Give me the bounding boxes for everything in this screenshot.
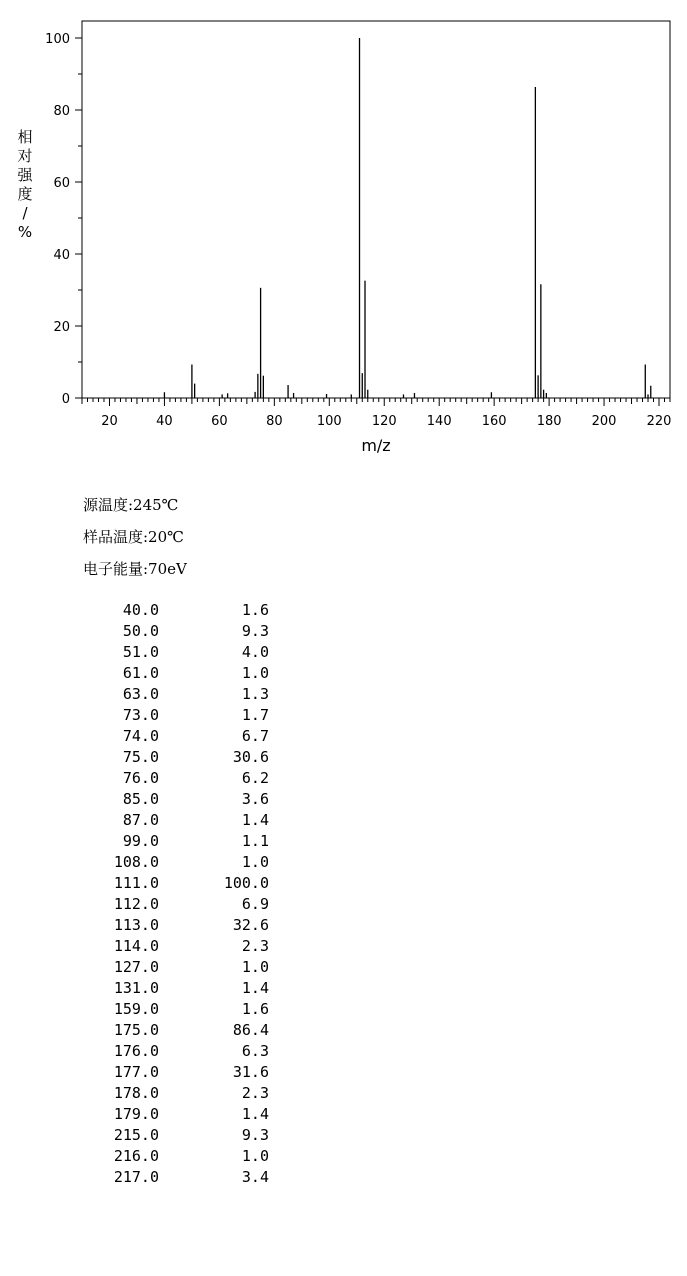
y-tick-label: 100 [45, 32, 70, 47]
peak-mz: 99.0 [122, 832, 159, 850]
peak-mz: 113.0 [113, 916, 159, 934]
peak-intensity: 32.6 [232, 916, 269, 934]
peak-intensity: 1.4 [241, 811, 269, 829]
y-axis [45, 32, 82, 407]
y-axis-label-char: 对 [17, 147, 33, 165]
peak-intensity: 1.4 [241, 979, 269, 997]
peak-intensity: 9.3 [241, 622, 269, 640]
peak-intensity: 86.4 [232, 1021, 269, 1039]
peak-intensity: 9.3 [241, 1126, 269, 1144]
y-axis-label-char: 相 [17, 128, 33, 146]
peak-mz: 178.0 [113, 1084, 159, 1102]
peak-intensity: 1.3 [241, 685, 269, 703]
x-tick-label: 220 [646, 414, 672, 429]
peak-mz: 75.0 [122, 748, 159, 766]
peak-mz: 50.0 [122, 622, 159, 640]
peak-intensity: 100.0 [223, 874, 269, 892]
peak-intensity: 6.9 [241, 895, 269, 913]
peak-intensity: 1.7 [241, 706, 269, 724]
peak-mz: 176.0 [113, 1042, 159, 1060]
peak-mz: 74.0 [122, 727, 159, 745]
x-axis [82, 398, 671, 429]
peak-intensity: 1.6 [241, 1000, 269, 1018]
x-tick-label: 20 [101, 414, 118, 429]
peak-intensity: 1.0 [241, 853, 269, 871]
peak-intensity: 6.3 [241, 1042, 269, 1060]
peak-mz: 217.0 [113, 1168, 159, 1186]
x-tick-label: 60 [211, 414, 228, 429]
peak-mz: 76.0 [122, 769, 159, 787]
peak-intensity: 30.6 [232, 748, 269, 766]
peak-mz: 131.0 [113, 979, 159, 997]
y-axis-label-char: 度 [17, 185, 33, 203]
sample-temperature: 样品温度:20℃ [83, 528, 184, 546]
source-temperature: 源温度:245℃ [83, 496, 179, 514]
peak-intensity: 6.7 [241, 727, 269, 745]
peak-intensity: 6.2 [241, 769, 269, 787]
peak-mz: 177.0 [113, 1063, 159, 1081]
mass-spectrum-chart [0, 0, 687, 470]
x-axis-label: m/z [361, 436, 391, 455]
y-tick-label: 80 [53, 104, 70, 119]
spectrum-peaks [164, 38, 650, 398]
y-tick-label: 40 [53, 248, 70, 263]
x-tick-label: 160 [481, 414, 507, 429]
y-tick-label: 0 [61, 392, 70, 407]
y-axis-label-char: / [22, 204, 28, 222]
plot-frame [82, 21, 670, 398]
peak-mz: 85.0 [122, 790, 159, 808]
peak-mz: 51.0 [122, 643, 159, 661]
peak-intensity: 1.0 [241, 958, 269, 976]
peak-mz: 127.0 [113, 958, 159, 976]
peak-mz: 63.0 [122, 685, 159, 703]
peak-mz: 40.0 [122, 601, 159, 619]
x-tick-label: 80 [266, 414, 283, 429]
peak-mz: 73.0 [122, 706, 159, 724]
y-axis-label-char: % [17, 223, 33, 241]
peak-intensity: 4.0 [241, 643, 269, 661]
peak-intensity: 1.0 [241, 1147, 269, 1165]
peak-mz: 61.0 [122, 664, 159, 682]
peak-intensity: 1.4 [241, 1105, 269, 1123]
peak-mz: 175.0 [113, 1021, 159, 1039]
peak-mz: 179.0 [113, 1105, 159, 1123]
x-tick-label: 200 [591, 414, 617, 429]
y-axis-label [14, 128, 36, 242]
peak-mz: 159.0 [113, 1000, 159, 1018]
peak-intensity: 3.4 [241, 1168, 269, 1186]
peak-mz: 111.0 [113, 874, 159, 892]
peak-mz: 112.0 [113, 895, 159, 913]
peak-intensity: 1.0 [241, 664, 269, 682]
y-tick-label: 60 [53, 176, 70, 191]
x-tick-label: 180 [536, 414, 562, 429]
x-tick-label: 140 [426, 414, 452, 429]
y-tick-label: 20 [53, 320, 70, 335]
peak-mz: 216.0 [113, 1147, 159, 1165]
peak-mz: 87.0 [122, 811, 159, 829]
x-tick-label: 100 [316, 414, 342, 429]
peak-intensity: 2.3 [241, 1084, 269, 1102]
measurement-conditions [83, 492, 187, 588]
y-axis-label-char: 强 [17, 166, 33, 184]
x-tick-label: 120 [371, 414, 397, 429]
electron-energy: 电子能量:70eV [83, 560, 187, 578]
peak-intensity: 31.6 [232, 1063, 269, 1081]
peak-intensity: 2.3 [241, 937, 269, 955]
x-tick-label: 40 [156, 414, 173, 429]
peak-mz: 108.0 [113, 853, 159, 871]
peak-intensity: 3.6 [241, 790, 269, 808]
peak-intensity: 1.6 [241, 601, 269, 619]
peak-intensity: 1.1 [241, 832, 269, 850]
peak-mz: 114.0 [113, 937, 159, 955]
peak-mz: 215.0 [113, 1126, 159, 1144]
